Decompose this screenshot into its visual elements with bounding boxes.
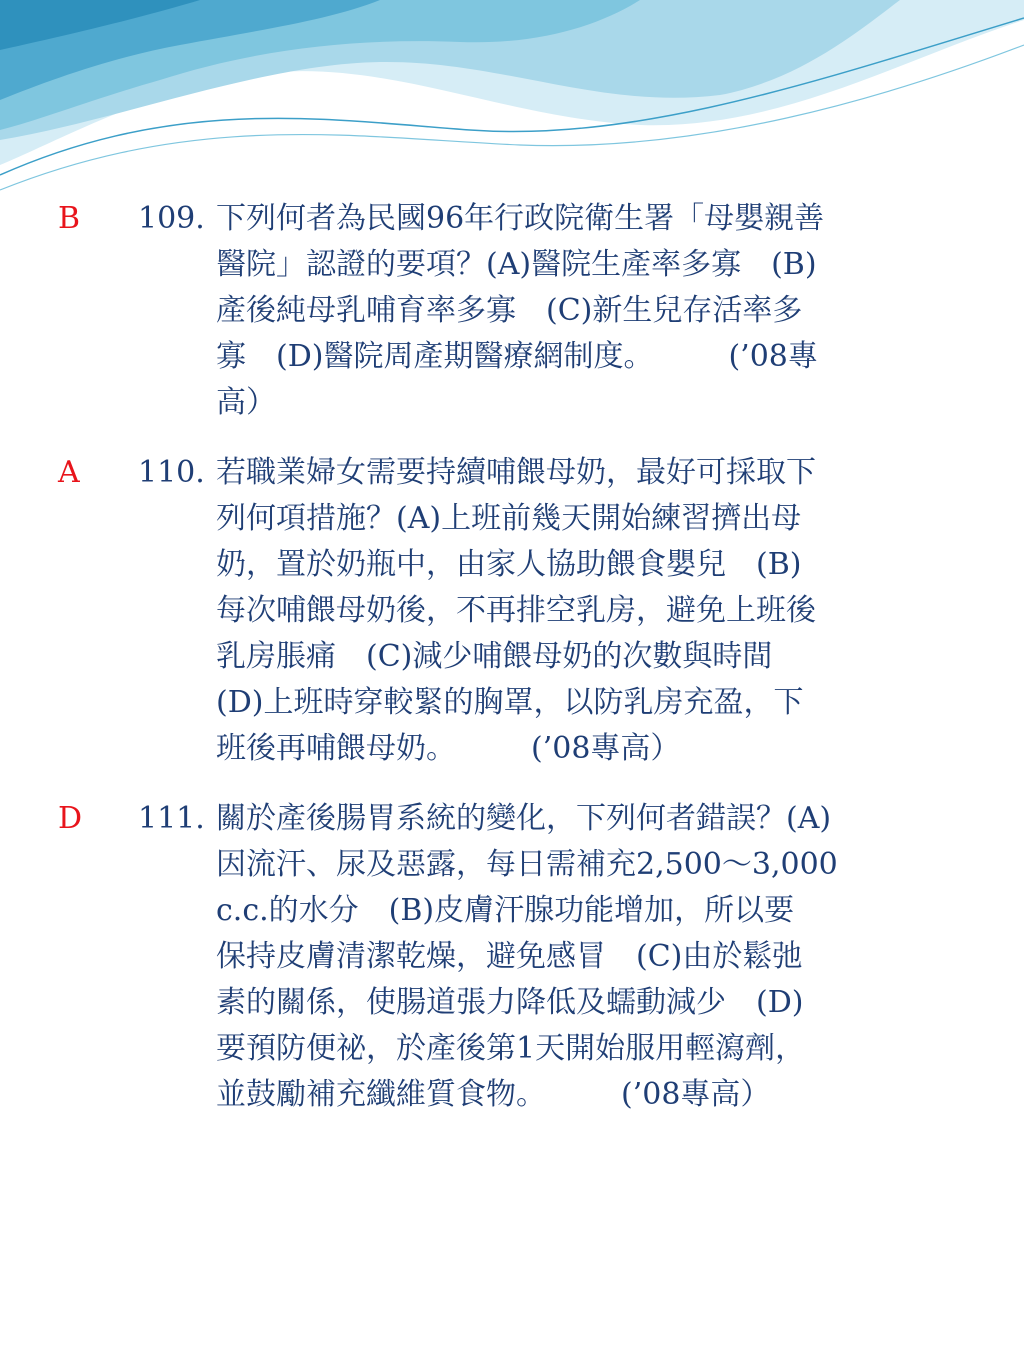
question-line: 高） — [216, 385, 276, 420]
question-line: 乳房脹痛 (C)減少哺餵母奶的次數與時間 — [216, 639, 773, 674]
question-line: 列何項措施？(A)上班前幾天開始練習擠出母 — [216, 501, 802, 536]
header-wave-decoration — [0, 0, 1024, 200]
answer-label: B — [58, 201, 81, 236]
question-text — [216, 196, 986, 426]
question-line: 班後再哺餵母奶。 (’08專高） — [216, 731, 681, 766]
question-line: 素的關係，使腸道張力降低及蠕動減少 (D) — [216, 985, 804, 1020]
question-line: 保持皮膚清潔乾燥，避免感冒 (C)由於鬆弛 — [216, 939, 803, 974]
question-110 — [0, 450, 1024, 772]
question-line: c.c.的水分 (B)皮膚汗腺功能增加，所以要 — [216, 893, 795, 928]
question-line: 下列何者為民國96年行政院衛生署「母嬰親善 — [216, 201, 825, 236]
question-list — [0, 196, 1024, 1142]
question-line: 要預防便祕，於產後第1天開始服用輕瀉劑， — [216, 1031, 806, 1066]
question-109 — [0, 196, 1024, 426]
question-line: 每次哺餵母奶後，不再排空乳房，避免上班後 — [216, 593, 816, 628]
question-line: 產後純母乳哺育率多寡 (C)新生兒存活率多 — [216, 293, 803, 328]
question-text — [216, 796, 986, 1118]
question-number: 110. — [138, 455, 205, 490]
answer-label: A — [58, 455, 80, 490]
answer-label: D — [58, 801, 83, 836]
question-111 — [0, 796, 1024, 1118]
question-number: 109. — [138, 201, 205, 236]
question-line: (D)上班時穿較緊的胸罩，以防乳房充盈，下 — [216, 685, 804, 720]
question-line: 寡 (D)醫院周產期醫療網制度。 (’08專 — [216, 339, 818, 374]
question-line: 關於產後腸胃系統的變化，下列何者錯誤？(A) — [216, 801, 832, 836]
question-line: 醫院」認證的要項？(A)醫院生產率多寡 (B) — [216, 247, 817, 282]
question-line: 若職業婦女需要持續哺餵母奶，最好可採取下 — [216, 455, 816, 490]
question-line: 並鼓勵補充纖維質食物。 (’08專高） — [216, 1077, 771, 1112]
question-number: 111. — [138, 801, 205, 836]
question-line: 奶，置於奶瓶中，由家人協助餵食嬰兒 (B) — [216, 547, 802, 582]
question-line: 因流汗、尿及惡露，每日需補充2,500～3,000 — [216, 847, 838, 882]
question-text — [216, 450, 986, 772]
